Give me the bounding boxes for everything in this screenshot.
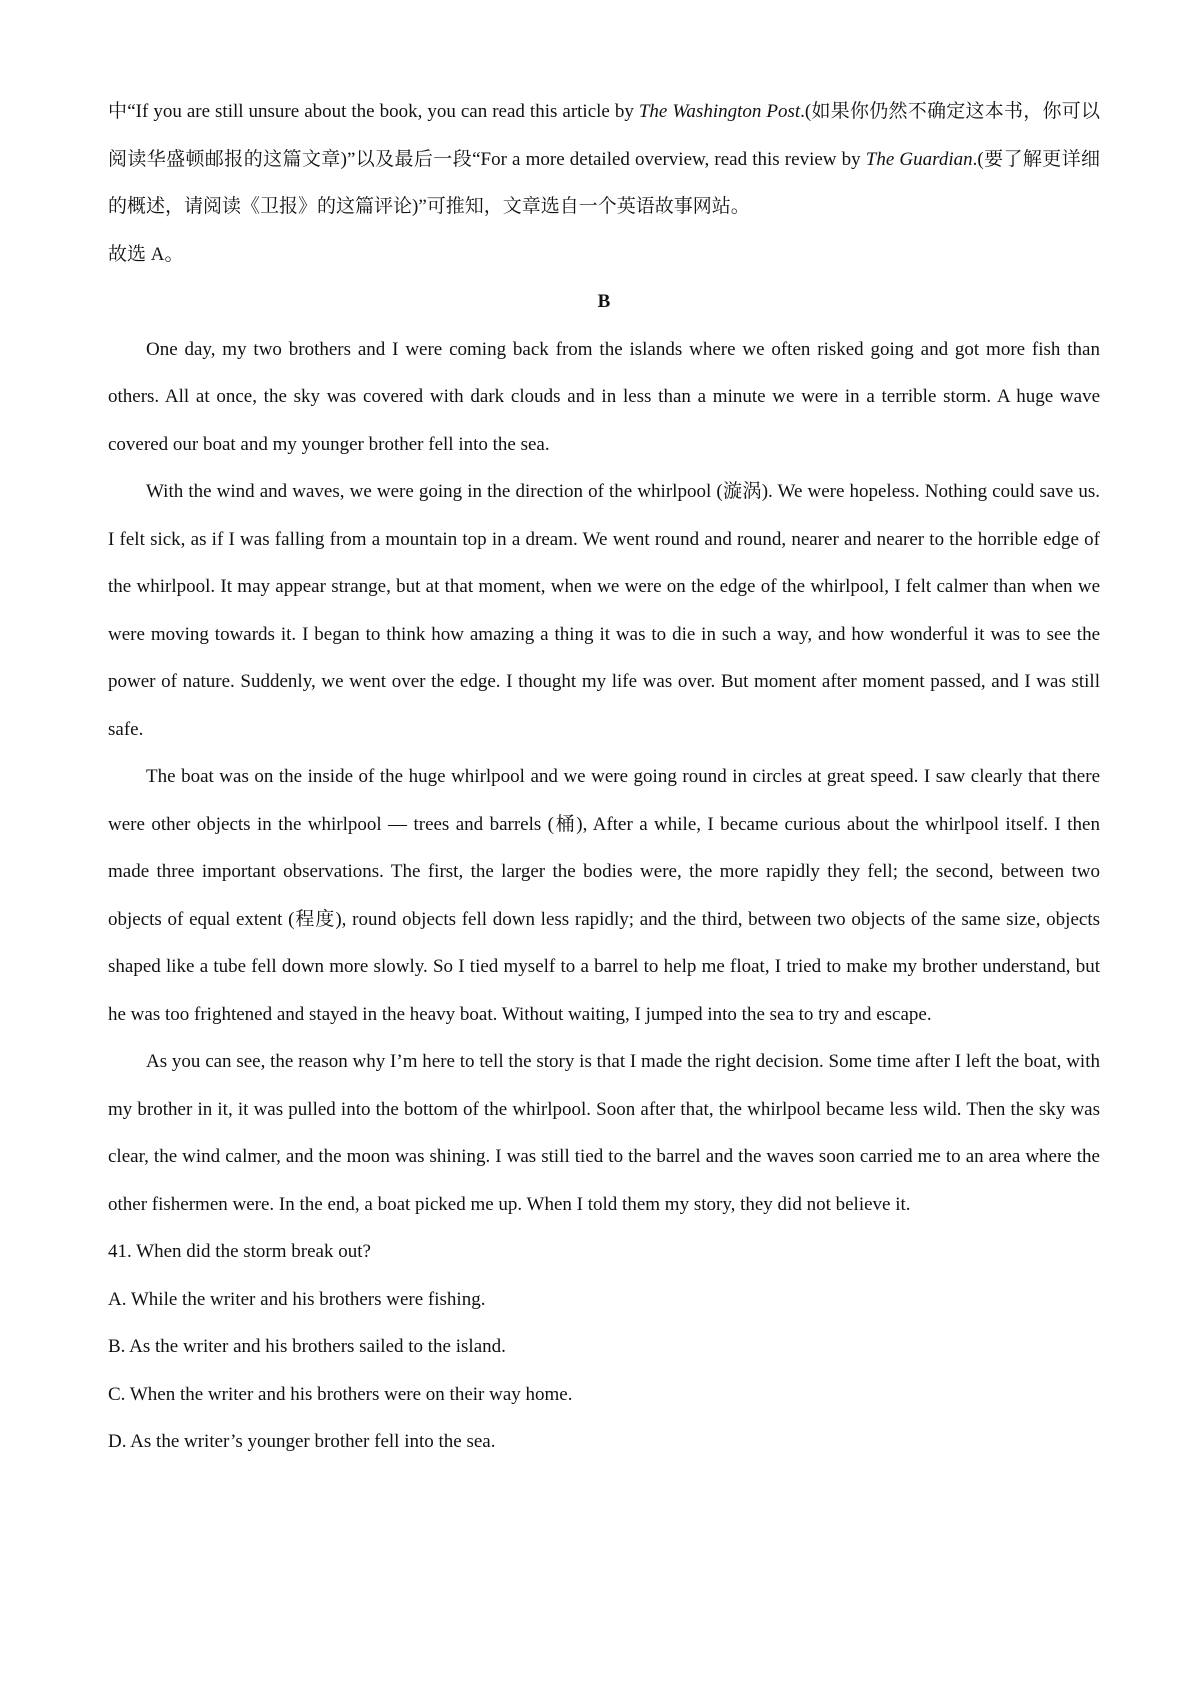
passage-paragraph: One day, my two brothers and I were coming back from the islands where we often risked going and got more fish than others. All at once, the sky was covered with dark clouds and in less than a minute we were in a terrible storm. A huge wave covered our boat and my younger brother fell into the sea.	[108, 338, 1100, 455]
passage-paragraph: As you can see, the reason why I’m here to tell the story is that I made the right decision. Some time after I left the boat, with my brother in it, it was pulled into the bottom of the whirlpool. Soon after that, the whirlpool became less wild. Then the sky was clear, the wind calmer, and the moon was shining. I was still tied to the barrel and the waves soon carried me to an area where the other fishermen were. In the end, a boat picked me up. When I told them my story, they did not believe it.	[108, 1051, 1100, 1215]
passage-paragraph: With the wind and waves, we were going in the direction of the whirlpool (漩涡). We were hopeless. Nothing could save us. I felt sick, as if I was falling from a mountain top in a dream. We went round and round, nearer and nearer to the horrible edge of the whirlpool. It may appear strange, but at that moment, when we were on the edge of the whirlpool, I felt calmer than when we were moving towards it. I began to think how amazing a thing it was to die in such a way, and how wonderful it was to see the power of nature. Suddenly, we went over the edge. I thought my life was over. But moment after moment passed, and I was still safe.	[108, 481, 1100, 740]
option-c: C. When the writer and his brothers were on their way home.	[108, 1383, 573, 1405]
source-guardian: The Guardian	[865, 148, 973, 170]
option-a: A. While the writer and his brothers were fishing.	[108, 1288, 486, 1310]
passage-paragraph: The boat was on the inside of the huge whirlpool and we were going round in circles at great speed. I saw clearly that there were other objects in the whirlpool — trees and barrels (桶), After a while, I became curious about the whirlpool itself. I then made three important observations. The first, the larger the bodies were, the more rapidly they fell; the second, between two objects of equal extent (程度), round objects fell down less rapidly; and the third, between two objects of the same size, objects shaped like a tube fell down more slowly. So I tied myself to a barrel to help me float, I tried to make my brother understand, but he was too frightened and stayed in the heavy boat. Without waiting, I jumped into the sea to try and escape.	[108, 766, 1100, 1025]
option-d: D. As the writer’s younger brother fell into the sea.	[108, 1431, 496, 1452]
answer-line: 故选 A。	[108, 243, 184, 265]
section-heading: B	[597, 291, 611, 312]
option-b: B. As the writer and his brothers sailed to the island.	[108, 1336, 506, 1357]
intro-text-b: .(如果你仍然不确定这本书，你可以阅读华盛顿邮报的这篇文章)”以及最后一段“For a more detailed overview, read this review by	[108, 101, 1100, 170]
intro-text-c: .(要了解更详细的概述，请阅读《卫报》的这篇评论)”可推知，文章选自一个英语故事网站。	[108, 148, 1100, 217]
source-washington-post: The Washington Post	[638, 101, 801, 122]
question-stem: 41. When did the storm break out?	[108, 1241, 371, 1262]
intro-text-a: 中“If you are still unsure about the book, you can read this article by	[108, 101, 639, 122]
intro-paragraph	[108, 88, 1100, 231]
